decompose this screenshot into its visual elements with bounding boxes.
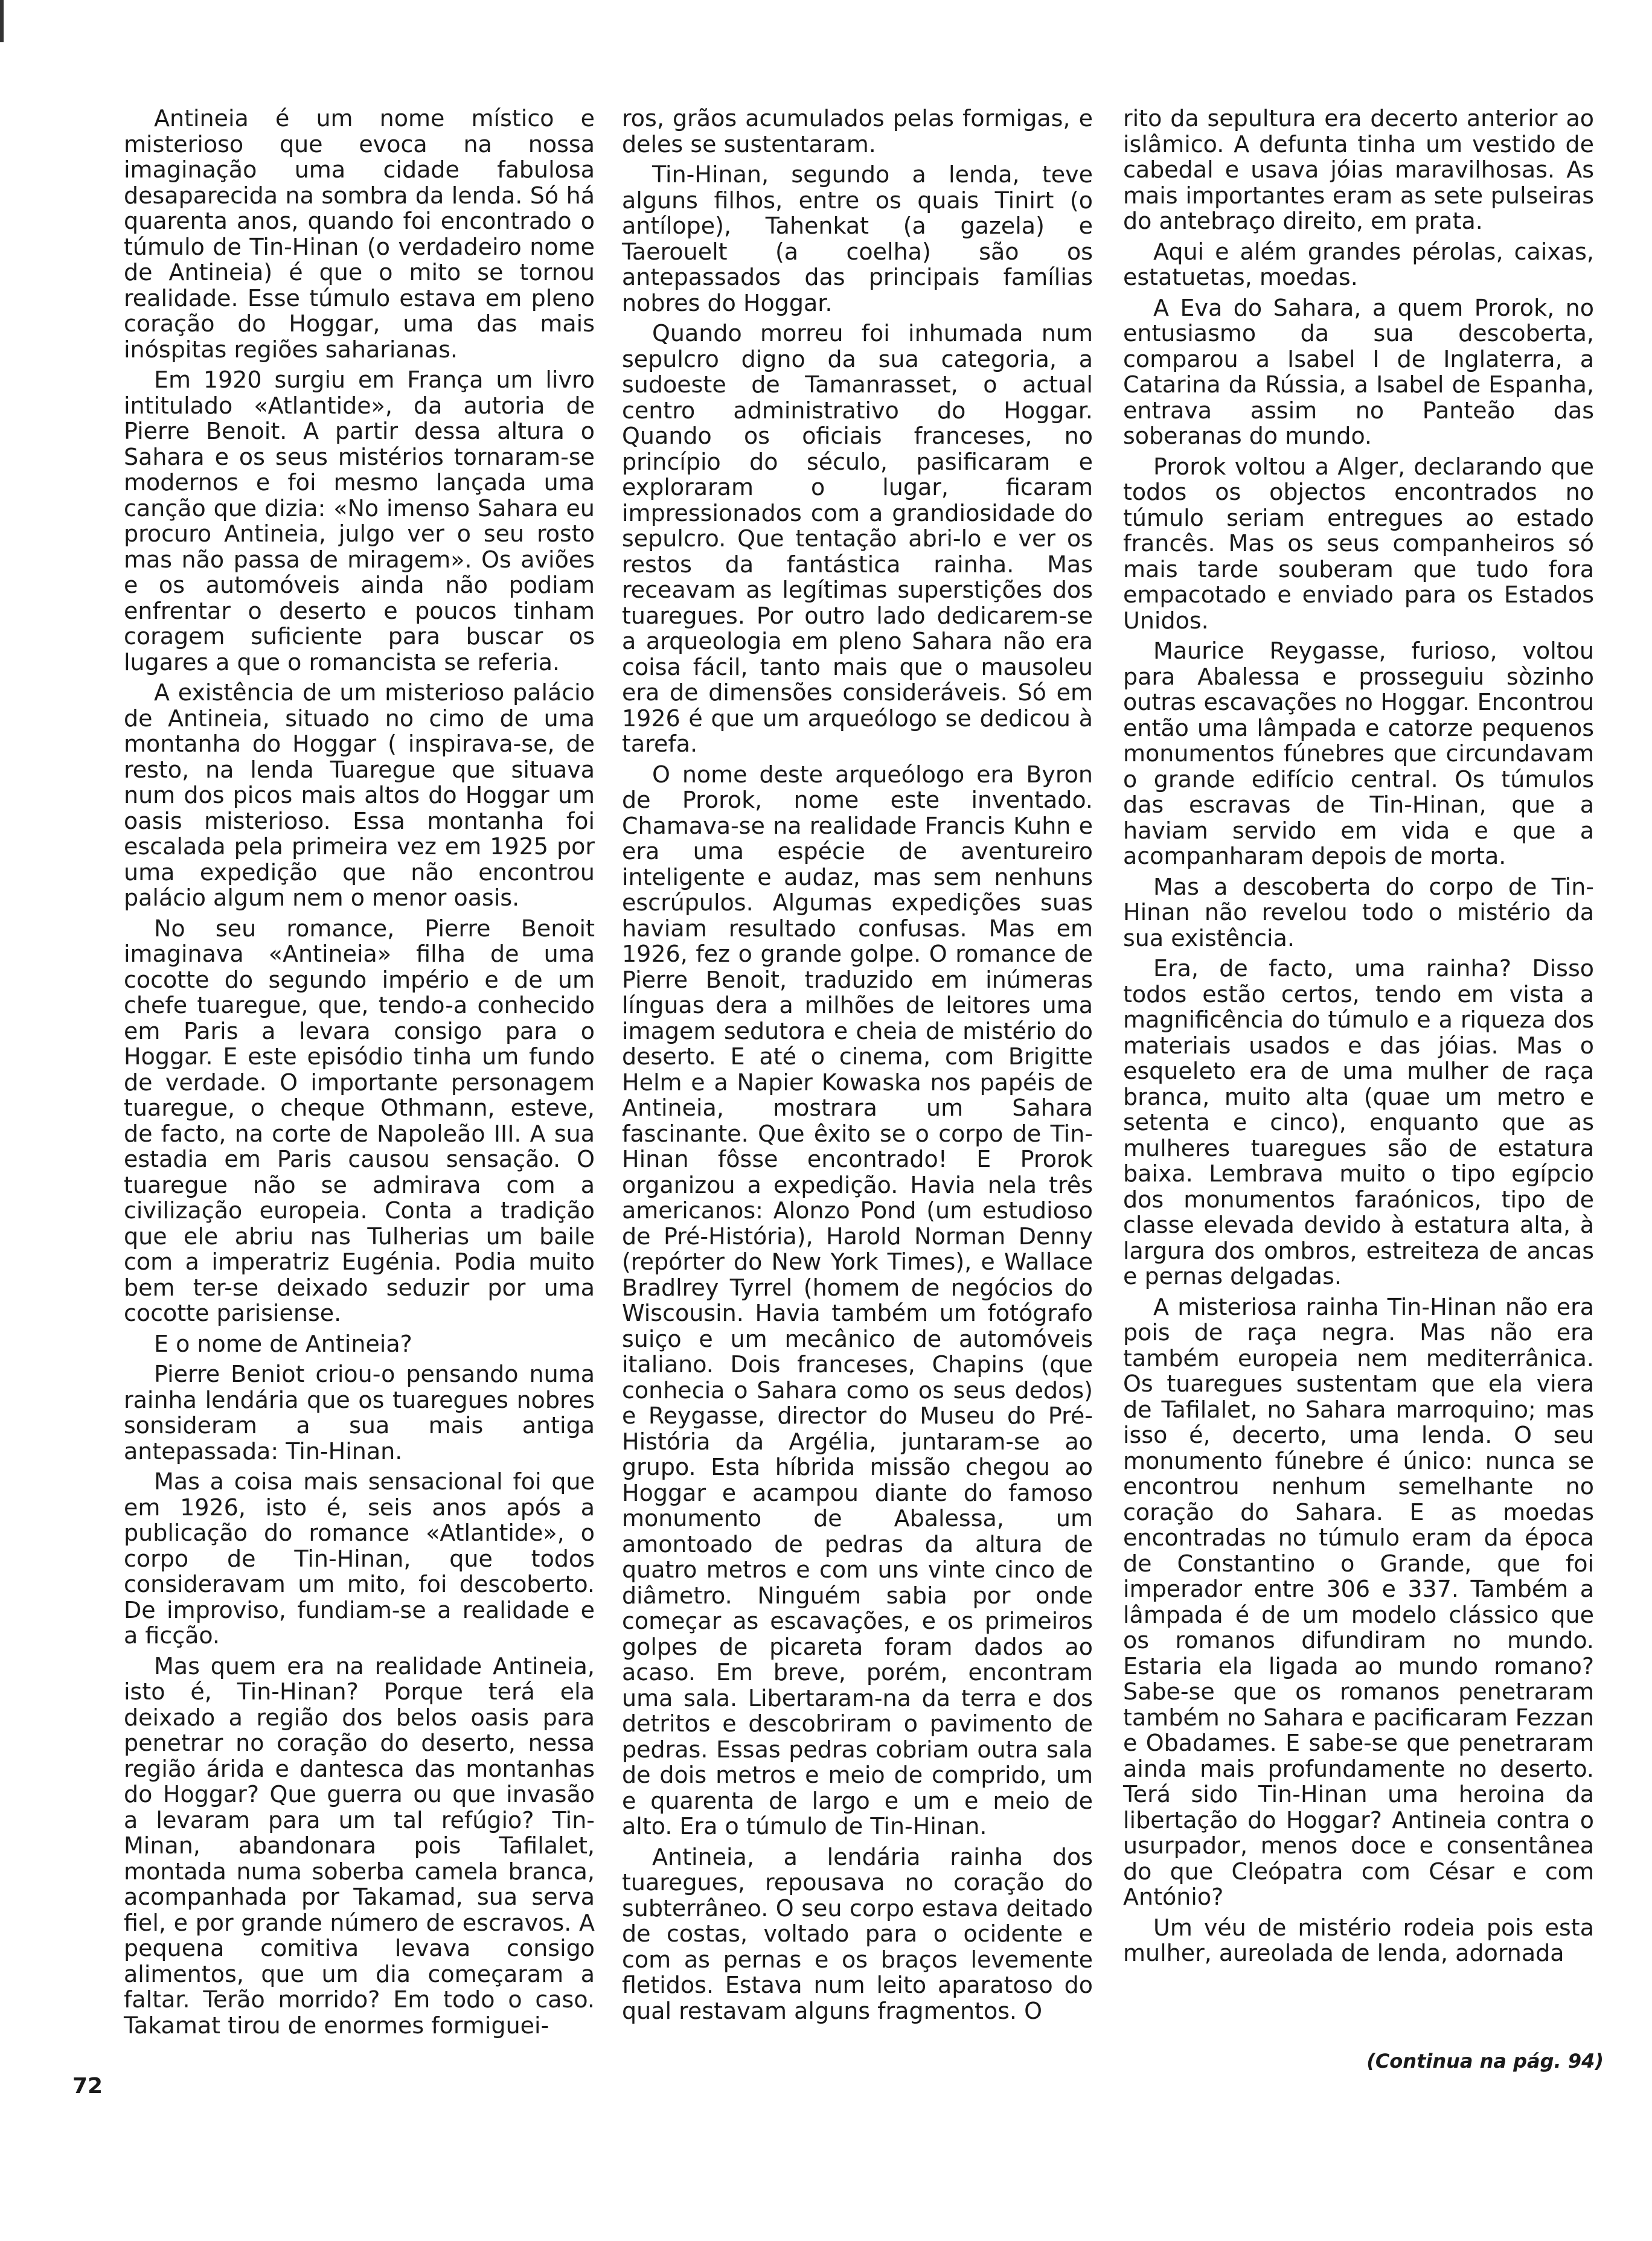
paragraph: Em 1920 surgiu em França um livro intitulado «Atlantide», da autoria de Pierre Benoit. A partir dessa altura o Sahara e os seus mistérios tornaram-se modernos e foi mesmo lançada uma canção que dizia: «No imenso Sahara eu procuro Antineia, julgo ver o seu rosto mas não passa de miragem». Os aviões e os automóveis ainda não podiam enfrentar o deserto e poucos tinham coragem suficiente para buscar os lugares a que o romancista se referia. [124,366,595,676]
paragraph: O nome deste arqueólogo era Byron de Prorok, nome este inventado. Chamava-se na realidade Francis Kuhn e era uma espécie de aventureiro inteligente e audaz, mas sem nenhuns escrúpulos. Algumas expedições suas haviam resultado confusas. Mas em 1926, fez o grande golpe. O romance de Pierre Benoit, traduzido em inúmeras línguas dera a milhões de leitores uma imagem sedutora e cheia de mistério do deserto. E até o cinema, com Brigitte Helm e a Napier Kowaska nos papéis de Antineia, mostrara um Sahara fascinante. Que êxito se o corpo de Tin-Hinan fôsse encontrado! E Prorok organizou a expedição. Havia nela três americanos: Alonzo Pond (um estudioso de Pré-História), Harold Norman Denny (repórter do New York Times), e Wallace Bradlrey Tyrrel (homem de negócios do Wiscousin. Havia também um fotógrafo suiço e um mecânico de automóveis italiano. Dois franceses, Chapins (que conhecia o Sahara como os seus dedos) e Reygasse, director do Museu do Pré-História da Argélia, juntaram-se ao grupo. Esta híbrida missão chegou ao Hoggar e acampou diante do famoso monumento de Abalessa, um amontoado de pedras da altura de quatro metros e com uns vinte cinco de diâmetro. Ninguém sabia por onde começar as escavações, e os primeiros golpes de picareta foram dados ao acaso. Em breve, porém, encontram uma sala. Libertaram-na da terra e dos detritos e descobriram o pavimento de pedras. Essas pedras cobriam outra sala de dois metros e meio de comprido, um e quarenta de largo e um e meio de alto. Era o túmulo de Tin-Hinan. [622,761,1093,1840]
paragraph: Maurice Reygasse, furioso, voltou para Abalessa e prosseguiu sòzinho outras escavações no Hoggar. Encontrou então uma lâmpada e catorze pequenos monumentos fúnebres que circundavam o grande edifício central. Os túmulos das escravas de Tin-Hinan, que a haviam servido em vida e que a acompanharam depois de morta. [1123,638,1594,869]
paragraph: Mas a descoberta do corpo de Tin-Hinan não revelou todo o mistério da sua existência. [1123,873,1594,951]
margin-mark [0,0,4,42]
paragraph: A existência de um misterioso palácio de Antineia, situado no cimo de uma montanha do Hoggar ( inspirava-se, de resto, na lenda Tuaregue que situava num dos picos mais altos do Hoggar um oasis misterioso. Essa montanha foi escalada pela primeira vez em 1925 por uma expedição que não encontrou palácio algum nem o menor oasis. [124,679,595,911]
paragraph: A misteriosa rainha Tin-Hinan não era pois de raça negra. Mas não era também europeia nem mediterrânica. Os tuaregues sustentam que ela viera de Tafilalet, no Sahara marroquino; mas isso é, decerto, uma lenda. O seu monumento fúnebre é único: nunca se encontrou nenhum semelhante no coração do Sahara. E as moedas encontradas no túmulo eram da época de Constantino o Grande, que foi imperador entre 306 e 337. Também a lâmpada é de um modelo clássico que os romanos difundiram no mundo. Estaria ela ligada ao mundo romano? Sabe-se que os romanos penetraram também no Sahara e pacificaram Fezzan e Obadames. E sabe-se que penetraram ainda mais profundamente no deserto. Terá sido Tin-Hinan uma heroina da libertação do Hoggar? Antineia contra o usurpador, menos doce e consentânea do que Cleópatra com César e com António? [1123,1293,1594,1910]
continuation-note: (Continua na pág. 94) [1366,2050,1604,2073]
article-column-2 [622,106,1093,2028]
paragraph: A Eva do Sahara, a quem Prorok, no entusiasmo da sua descoberta, comparou a Isabel I de Inglaterra, a Catarina da Rússia, a Isabel de Espanha, entrava assim no Panteão das soberanas do mundo. [1123,294,1594,449]
article-column-3 [1123,106,1594,1971]
paragraph: rito da sepultura era decerto anterior ao islâmico. A defunta tinha um vestido de cabedal e usava jóias maravilhosas. As mais importantes eram as sete pulseiras do antebraço direito, em prata. [1123,105,1594,234]
paragraph: Quando morreu foi inhumada num sepulcro digno da sua categoria, a sudoeste de Tamanrasset, o actual centro administrativo do Hoggar. Quando os oficiais franceses, no princípio do século, pasificaram e exploraram o lugar, ficaram impressionados com a grandiosidade do sepulcro. Que tentação abri-lo e ver os restos da fantástica rainha. Mas receavam as legítimas superstições dos tuaregues. Por outro lado dedicarem-se a arqueologia em pleno Sahara não era coisa fácil, tanto mais que o mausoleu era de dimensões consideráveis. Só em 1926 é que um arqueólogo se dedicou à tarefa. [622,320,1093,757]
paragraph: No seu romance, Pierre Benoit imaginava «Antineia» filha de uma cocotte do segundo império e de um chefe tuaregue, que, tendo-a conhecido em Paris a levara consigo para o Hoggar. E este episódio tinha um fundo de verdade. O importante personagem tuaregue, o cheque Othmann, esteve, de facto, na corte de Napoleão III. A sua estadia em Paris causou sensação. O tuaregue não se admirava com a civilização europeia. Conta a tradição que ele abriu nas Tulherias um baile com a imperatriz Eugénia. Podia muito bem ter-se deixado seduzir por uma cocotte parisiense. [124,915,595,1326]
paragraph: ros, grãos acumulados pelas formigas, e deles se sustentaram. [622,105,1093,158]
page-number: 72 [72,2074,103,2099]
paragraph: Mas quem era na realidade Antineia, isto é, Tin-Hinan? Porque terá ela deixado a região dos belos oasis para penetrar no coração do deserto, nessa região árida e dantesca das montanhas do Hoggar? Que guerra ou que invasão a levaram para um tal refúgio? Tin-Minan, abandonara pois Tafilalet, montada numa soberba camela branca, acompanhada por Takamad, sua serva fiel, e por grande número de escravos. A pequena comitiva levava consigo alimentos, que um dia começaram a faltar. Terão morrido? Em todo o caso. Takamat tirou de enormes formiguei- [124,1652,595,2039]
paragraph: Mas a coisa mais sensacional foi que em 1926, isto é, seis anos após a publicação do romance «Atlantide», o corpo de Tin-Hinan, que todos consideravam um mito, foi descoberto. De improviso, fundiam-se a realidade e a ficção. [124,1468,595,1649]
paragraph: Pierre Beniot criou-o pensando numa rainha lendária que os tuaregues nobres sonsideram a sua mais antiga antepassada: Tin-Hinan. [124,1361,595,1465]
paragraph: Um véu de mistério rodeia pois esta mulher, aureolada de lenda, adornada [1123,1914,1594,1966]
article-column-1 [124,106,595,2043]
paragraph: Antineia é um nome místico e misterioso que evoca na nossa imaginação uma cidade fabulosa desaparecida na sombra da lenda. Só há quarenta anos, quando foi encontrado o túmulo de Tin-Hinan (o verdadeiro nome de Antineia) é que o mito se tornou realidade. Esse túmulo estava em pleno coração do Hoggar, uma das mais inóspitas regiões saharianas. [124,105,595,363]
paragraph: Aqui e além grandes pérolas, caixas, estatuetas, moedas. [1123,238,1594,290]
paragraph: Era, de facto, uma rainha? Disso todos estão certos, tendo em vista a magnificência do túmulo e a riqueza dos materiais usados e das jóias. Mas o esqueleto era de uma mulher de raça branca, muito alta (quae um metro e setenta e cinco), enquanto que as mulheres tuaregues são de estatura baixa. Lembrava muito o tipo egípcio dos monumentos faraónicos, tipo de classe elevada devido à estatura alta, à largura dos ombros, estreiteza de ancas e pernas delgadas. [1123,955,1594,1290]
paragraph: Prorok voltou a Alger, declarando que todos os objectos encontrados no túmulo seriam entregues ao estado francês. Mas os seus companheiros só mais tarde souberam que tudo fora empacotado e enviado para os Estados Unidos. [1123,453,1594,634]
paragraph: E o nome de Antineia? [154,1330,412,1357]
paragraph: Antineia, a lendária rainha dos tuaregues, repousava no coração do subterrâneo. O seu corpo estava deitado de costas, voltado para o ocidente e com as pernas e os braços levemente fletidos. Estava num leito aparatoso do qual restavam alguns fragmentos. O [622,1843,1093,2024]
paragraph: Tin-Hinan, segundo a lenda, teve alguns filhos, entre os quais Tinirt (o antílope), Tahenkat (a gazela) e Taerouelt (a coelha) são os antepassados das principais famílias nobres do Hoggar. [622,161,1093,316]
